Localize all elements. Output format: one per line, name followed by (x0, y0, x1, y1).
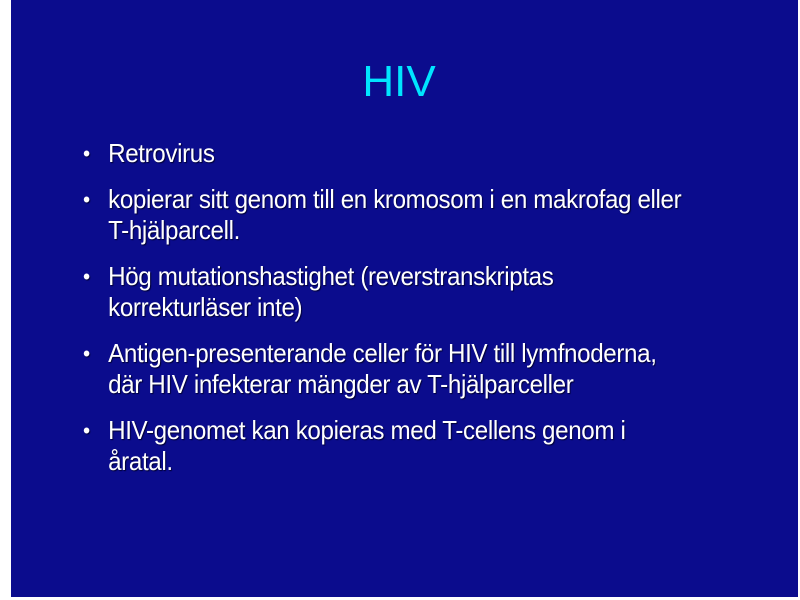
bullet-item-antigen-presenting (83, 338, 688, 400)
bullet-icon: • (83, 264, 90, 289)
bullet-item-mutation-rate (83, 261, 688, 323)
bullet-item-genome-years (83, 415, 688, 477)
bullet-item-genome-copy (83, 184, 688, 246)
bullet-text: Antigen-presenterande celler för HIV till lymfnoderna, där HIV infekterar mängder av T-hjälparceller (108, 338, 657, 399)
bullet-icon: • (83, 341, 90, 366)
slide-title: HIV (362, 57, 436, 106)
bullet-icon: • (83, 187, 90, 212)
bullet-text: Retrovirus (108, 138, 215, 168)
slide (11, 0, 798, 597)
bullet-text: HIV-genomet kan kopieras med T-cellens genom i åratal. (108, 415, 626, 476)
bullet-text: Hög mutationshastighet (reverstranskriptas korrekturläser inte) (108, 261, 554, 322)
bullet-item-retrovirus (83, 138, 688, 169)
bullet-icon: • (83, 141, 90, 166)
bullet-text: kopierar sitt genom till en kromosom i en makrofag eller T-hjälparcell. (108, 184, 682, 245)
bullet-list (83, 138, 688, 492)
bullet-icon: • (83, 418, 90, 443)
